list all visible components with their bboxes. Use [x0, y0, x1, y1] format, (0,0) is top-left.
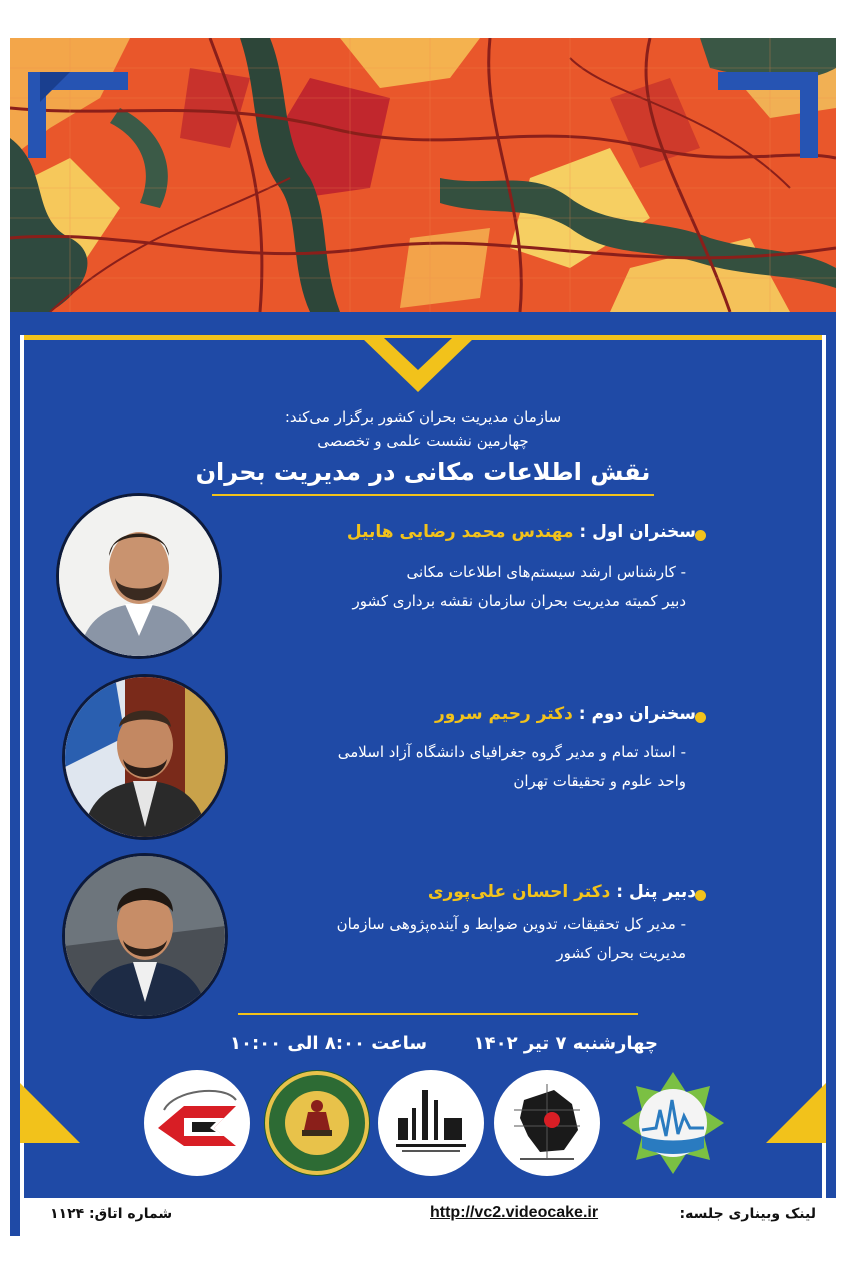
speaker-2-description [226, 738, 686, 796]
red-arrow-logo [144, 1070, 250, 1176]
speaker-1-heading [347, 522, 696, 542]
speaker-2-role: سخنران دوم : [578, 704, 696, 724]
azad-university-logo [378, 1070, 484, 1176]
national-cartographic-logo [494, 1070, 600, 1176]
page-title: نقش اطلاعات مکانی در مدیریت بحران [195, 458, 651, 486]
chevron-down-icon [362, 338, 474, 394]
corner-decoration-right [766, 1083, 826, 1143]
bullet-3 [695, 890, 706, 901]
speaker-3-heading [428, 882, 696, 902]
corner-decoration-left [20, 1083, 80, 1143]
schedule-separator [238, 1013, 638, 1015]
university-seal-logo [264, 1070, 370, 1176]
speaker-photo-3 [62, 853, 228, 1019]
speaker-2-desc-line2: واحد علوم و تحقیقات تهران [513, 772, 686, 790]
speaker-2-heading [435, 704, 696, 724]
speaker-1-desc-line1: - کارشناس ارشد سیستم‌های اطلاعات مکانی [406, 563, 686, 581]
frame-left-border [20, 335, 24, 1205]
map-banner [10, 38, 836, 312]
speaker-1-role: سخنران اول : [579, 522, 696, 542]
organization-logo-1 [144, 1070, 250, 1176]
speaker-photo-1 [56, 493, 222, 659]
bullet-1 [695, 530, 706, 541]
organizer-text: سازمان مدیریت بحران کشور برگزار می‌کند: [284, 408, 562, 426]
speaker-3-name: دکتر احسان علی‌پوری [427, 882, 611, 902]
speaker-2-desc-line1: - استاد تمام و مدیر گروه جغرافیای دانشگاه آزاد اسلامی [337, 743, 686, 761]
speaker-photo-2 [62, 674, 228, 840]
organization-logo-3 [378, 1070, 484, 1176]
title-underline [212, 494, 654, 496]
crisis-management-star-logo [620, 1070, 726, 1176]
map-illustration [10, 38, 836, 312]
event-date: چهارشنبه ۷ تیر ۱۴۰۲ [473, 1033, 658, 1054]
bullet-2 [695, 712, 706, 723]
speaker-portrait-3 [65, 856, 225, 1016]
speaker-portrait-1 [59, 496, 219, 656]
speaker-2-name: دکتر رحیم سرور [434, 704, 573, 724]
speaker-1-description [226, 558, 686, 616]
organization-logo-5 [620, 1070, 726, 1176]
speaker-1-name: مهندس محمد رضایی هابیل [346, 522, 574, 542]
speaker-3-desc-line2: مدیریت بحران کشور [556, 944, 686, 962]
event-time: ساعت ۸:۰۰ الی ۱۰:۰۰ [230, 1033, 428, 1054]
webinar-link-label: لینک وبیناری جلسه: [679, 1206, 816, 1222]
speaker-3-description [226, 910, 686, 968]
footer-bar [20, 1198, 836, 1236]
organization-logo-4 [494, 1070, 600, 1176]
organization-logo-2 [264, 1070, 370, 1176]
speaker-3-desc-line1: - مدیر کل تحقیقات، تدوین ضوابط و آینده‌پژوهی سازمان [336, 915, 686, 933]
webinar-link[interactable]: http://vc2.videocake.ir [430, 1204, 599, 1221]
frame-right-border [822, 335, 826, 1205]
speaker-portrait-2 [65, 677, 225, 837]
series-text: چهارمین نشست علمی و تخصصی [317, 432, 529, 450]
speaker-1-desc-line2: دبیر کمیته مدیریت بحران سازمان نقشه برداری کشور [352, 592, 686, 610]
speaker-3-role: دبیر پنل : [616, 882, 696, 902]
event-poster [10, 38, 836, 1236]
room-number: شماره اتاق: ۱۱۲۴ [50, 1206, 173, 1222]
